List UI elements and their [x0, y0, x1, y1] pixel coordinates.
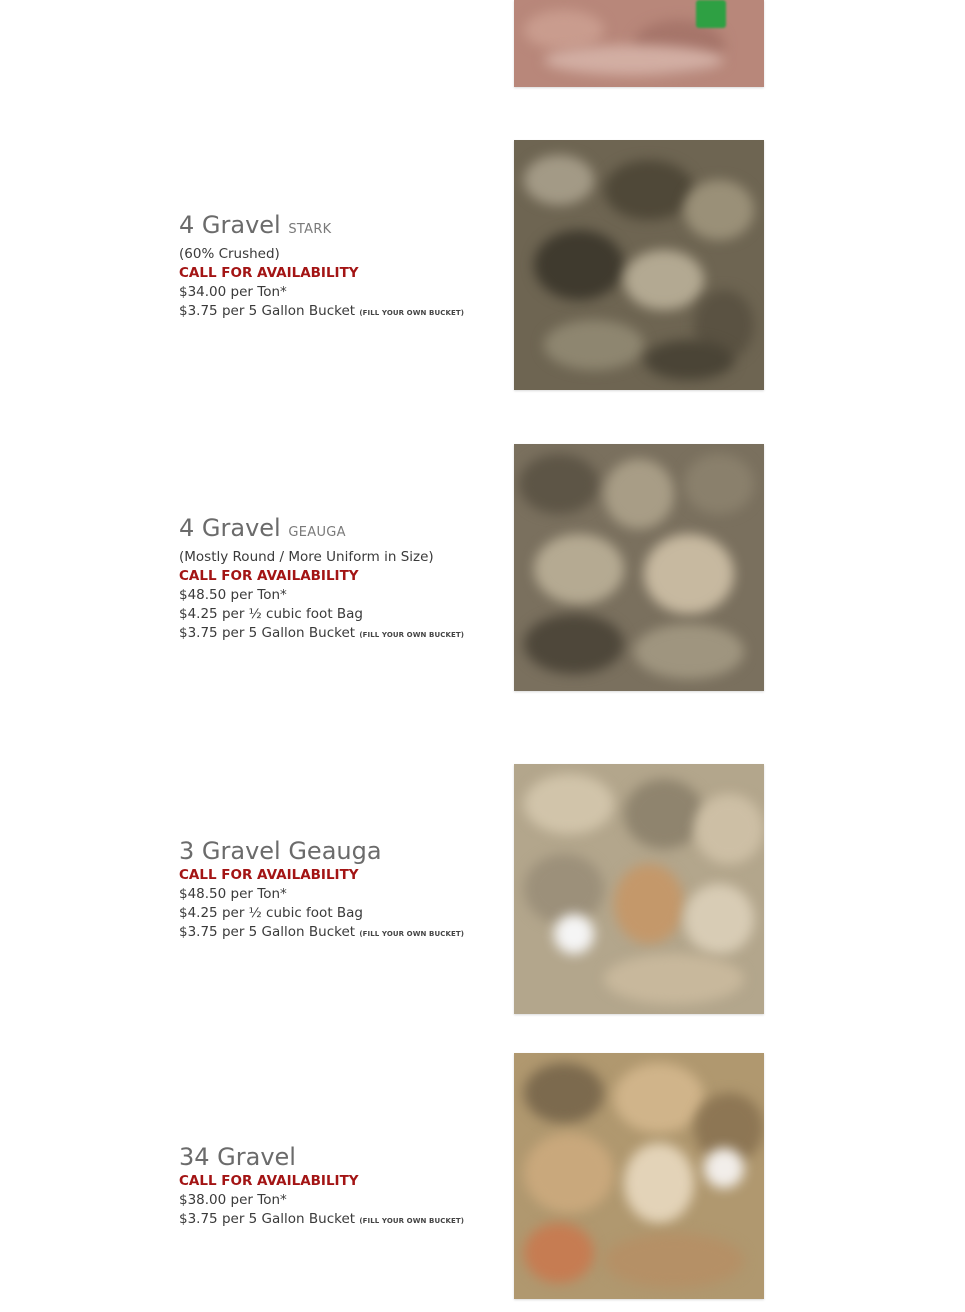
price-per-ton: $48.50 per Ton* — [179, 886, 287, 902]
product-note: (Mostly Round / More Uniform in Size) — [179, 549, 434, 565]
product-region: STARK — [288, 222, 332, 237]
price-per-bag: $4.25 per ½ cubic foot Bag — [179, 606, 364, 622]
price-per-bucket: $3.75 per 5 Gallon Bucket (FILL YOUR OWN BUCKET) — [179, 625, 465, 641]
price-per-ton: $38.00 per Ton* — [179, 1192, 287, 1208]
product-34-gravel — [179, 1142, 499, 1231]
product-3-gravel-geauga — [179, 836, 499, 944]
price-per-bucket: $3.75 per 5 Gallon Bucket (FILL YOUR OWN BUCKET) — [179, 303, 465, 319]
call-for-availability: CALL FOR AVAILABILITY — [179, 867, 359, 883]
price-per-bucket: $3.75 per 5 Gallon Bucket (FILL YOUR OWN BUCKET) — [179, 1211, 465, 1227]
price-per-ton: $34.00 per Ton* — [179, 284, 287, 300]
product-image-34-gravel — [514, 1053, 764, 1299]
bucket-note: (FILL YOUR OWN BUCKET) — [359, 631, 465, 639]
product-title: 34 Gravel — [179, 1143, 296, 1171]
bucket-note: (FILL YOUR OWN BUCKET) — [359, 1217, 465, 1225]
product-image-4-gravel-stark — [514, 140, 764, 390]
product-4-gravel-geauga — [179, 513, 499, 645]
call-for-availability: CALL FOR AVAILABILITY — [179, 265, 359, 281]
product-title: 4 Gravel STARK — [179, 211, 332, 239]
price-per-bag: $4.25 per ½ cubic foot Bag — [179, 905, 364, 921]
call-for-availability: CALL FOR AVAILABILITY — [179, 568, 359, 584]
call-for-availability: CALL FOR AVAILABILITY — [179, 1173, 359, 1189]
product-image-4-gravel-geauga — [514, 444, 764, 691]
product-title: 4 Gravel GEAUGA — [179, 514, 346, 542]
product-4-gravel-stark — [179, 210, 499, 323]
product-region: GEAUGA — [288, 525, 346, 540]
bucket-note: (FILL YOUR OWN BUCKET) — [359, 309, 465, 317]
price-per-ton: $48.50 per Ton* — [179, 587, 287, 603]
bucket-note: (FILL YOUR OWN BUCKET) — [359, 930, 465, 938]
product-image-3-gravel-geauga — [514, 764, 764, 1014]
product-note: (60% Crushed) — [179, 246, 280, 262]
product-title: 3 Gravel Geauga — [179, 837, 382, 865]
product-image-previous — [514, 0, 764, 87]
price-per-bucket: $3.75 per 5 Gallon Bucket (FILL YOUR OWN BUCKET) — [179, 924, 465, 940]
